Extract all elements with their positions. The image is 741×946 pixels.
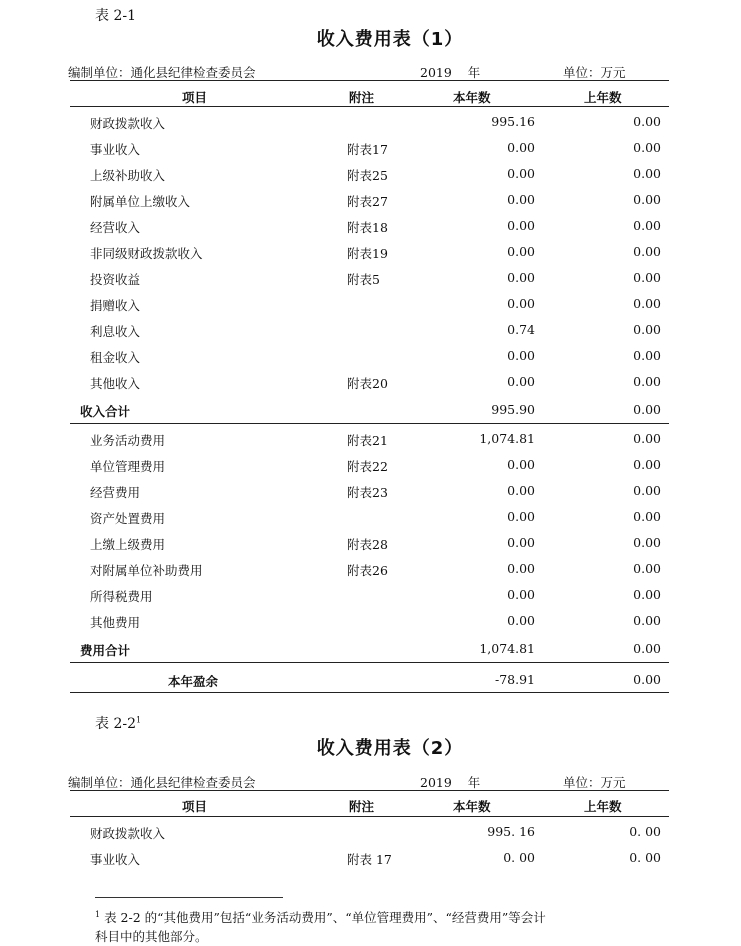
row-item: 资产处置费用: [90, 511, 166, 526]
table-row: [70, 160, 669, 186]
row-previous: 0.00: [633, 166, 661, 181]
table2-year-value: 2019: [420, 775, 452, 790]
footnote: [95, 905, 695, 946]
row-current: 0.00: [507, 140, 535, 155]
footnote-rule: [95, 897, 283, 898]
table1-title: 收入费用表（1）: [316, 29, 464, 50]
row-previous: 0.00: [633, 296, 661, 311]
row-current: 0.00: [507, 457, 535, 472]
row-previous: 0.00: [633, 431, 661, 446]
expense-total-rule: [70, 662, 669, 663]
table2-footnote-ref: 1: [136, 715, 142, 725]
row-item: 单位管理费用: [90, 459, 166, 474]
row-item: 投资收益: [90, 272, 141, 287]
row-item: 经营收入: [90, 220, 141, 235]
row-current: 0.00: [507, 374, 535, 389]
table2-header-item: 项目: [182, 799, 208, 814]
table1-year: [420, 63, 480, 81]
row-note: 附表27: [347, 194, 388, 209]
row-current: 0. 00: [503, 850, 535, 865]
header-previous: 上年数: [584, 90, 622, 105]
income-total-previous: 0.00: [633, 402, 661, 417]
row-previous: 0.00: [633, 192, 661, 207]
table-row: [70, 451, 669, 477]
row-note: 附表26: [347, 563, 388, 578]
row-previous: 0.00: [633, 374, 661, 389]
row-note: 附表5: [347, 272, 380, 287]
row-item: 利息收入: [90, 324, 141, 339]
row-current: 0.00: [507, 218, 535, 233]
header-note: 附注: [349, 90, 375, 105]
table1-bottom-rule: [70, 692, 669, 693]
row-current: 0.00: [507, 613, 535, 628]
table-row: [70, 368, 669, 394]
row-note: 附表19: [347, 246, 388, 261]
row-item: 财政拨款收入: [90, 826, 166, 841]
table1-year-value: 2019: [420, 65, 452, 80]
row-note: 附表17: [347, 142, 388, 157]
row-previous: 0.00: [633, 322, 661, 337]
row-item: 非同级财政拨款收入: [90, 246, 203, 261]
row-item: 所得税费用: [90, 589, 153, 604]
row-previous: 0.00: [633, 535, 661, 550]
table-row: [70, 844, 669, 870]
row-previous: 0.00: [633, 218, 661, 233]
row-current: 0.00: [507, 166, 535, 181]
row-current: 995. 16: [487, 824, 535, 839]
income-total-label: 收入合计: [80, 404, 131, 419]
row-previous: 0. 00: [629, 850, 661, 865]
table-row: [70, 818, 669, 844]
row-previous: 0.00: [633, 244, 661, 259]
row-previous: 0.00: [633, 457, 661, 472]
footnote-line-1: [95, 905, 695, 927]
expense-total-previous: 0.00: [633, 641, 661, 656]
table1-unit-currency: 单位：万元: [563, 65, 626, 80]
table-row: [70, 425, 669, 451]
table2-title: 收入费用表（2）: [316, 738, 464, 759]
row-current: 0.00: [507, 244, 535, 259]
row-current: 0.00: [507, 270, 535, 285]
table2-header-current: 本年数: [453, 799, 491, 814]
table1-year-suffix: 年: [467, 65, 481, 80]
surplus-label: 本年盈余: [168, 674, 219, 689]
row-current: 1,074.81: [479, 431, 535, 446]
table-row: [70, 316, 669, 342]
table2-unit-currency: 单位：万元: [563, 775, 626, 790]
table-row: [70, 477, 669, 503]
table2-header-previous: 上年数: [584, 799, 622, 814]
footnote-mark: 1: [95, 910, 101, 919]
table1-header-row: [70, 82, 669, 108]
table2-label: [95, 713, 141, 733]
expense-total-current: 1,074.81: [479, 641, 535, 656]
row-previous: 0.00: [633, 348, 661, 363]
expense-total-row: [70, 635, 669, 661]
row-current: 0.00: [507, 483, 535, 498]
table-row: [70, 134, 669, 160]
row-previous: 0.00: [633, 587, 661, 602]
row-note: 附表18: [347, 220, 388, 235]
row-note: 附表21: [347, 433, 388, 448]
row-item: 对附属单位补助费用: [90, 563, 203, 578]
row-current: 0.00: [507, 561, 535, 576]
table-row: [70, 581, 669, 607]
table-row: [70, 186, 669, 212]
table-row: [70, 503, 669, 529]
table2-year-suffix: 年: [467, 775, 481, 790]
row-item: 事业收入: [90, 852, 141, 867]
table-row: [70, 108, 669, 134]
table2-header-row: [70, 791, 669, 817]
table-row: [70, 607, 669, 633]
row-current: 0.00: [507, 296, 535, 311]
row-previous: 0.00: [633, 509, 661, 524]
row-current: 0.00: [507, 535, 535, 550]
row-item: 租金收入: [90, 350, 141, 365]
footnote-text-1: 表 2-2 的“其他费用”包括“业务活动费用”、“单位管理费用”、“经营费用”等会计: [104, 910, 546, 926]
row-previous: 0.00: [633, 561, 661, 576]
row-note: 附表22: [347, 459, 388, 474]
table1-unit-org: 编制单位：通化县纪律检查委员会: [68, 65, 256, 80]
row-item: 上级补助收入: [90, 168, 166, 183]
row-item: 附属单位上缴收入: [90, 194, 191, 209]
row-current: 0.00: [507, 509, 535, 524]
table-row: [70, 264, 669, 290]
table2-year: [420, 773, 480, 791]
surplus-current: -78.91: [494, 672, 535, 687]
footnote-line-2: 科目中的其他部分。: [95, 929, 208, 945]
row-item: 上缴上级费用: [90, 537, 166, 552]
row-item: 经营费用: [90, 485, 141, 500]
table2-label-text: 表 2-2: [95, 716, 136, 732]
income-total-current: 995.90: [491, 402, 535, 417]
header-current: 本年数: [453, 90, 491, 105]
row-note: 附表 17: [347, 852, 392, 867]
row-current: 0.00: [507, 192, 535, 207]
row-current: 0.00: [507, 587, 535, 602]
row-previous: 0.00: [633, 270, 661, 285]
surplus-previous: 0.00: [633, 672, 661, 687]
table-row: [70, 342, 669, 368]
table2-header-rule: [70, 816, 669, 817]
row-previous: 0.00: [633, 114, 661, 129]
row-previous: 0.00: [633, 613, 661, 628]
row-previous: 0.00: [633, 483, 661, 498]
income-total-rule: [70, 423, 669, 424]
row-item: 其他费用: [90, 615, 141, 630]
row-previous: 0. 00: [629, 824, 661, 839]
table1-top-rule: [70, 80, 669, 81]
row-note: 附表28: [347, 537, 388, 552]
header-item: 项目: [182, 90, 208, 105]
table-row: [70, 290, 669, 316]
row-note: 附表23: [347, 485, 388, 500]
table-row: [70, 529, 669, 555]
row-current: 995.16: [491, 114, 535, 129]
row-note: 附表25: [347, 168, 388, 183]
row-item: 其他收入: [90, 376, 141, 391]
table-row: [70, 212, 669, 238]
row-item: 财政拨款收入: [90, 116, 166, 131]
row-note: 附表20: [347, 376, 388, 391]
row-item: 事业收入: [90, 142, 141, 157]
surplus-row: [70, 666, 669, 692]
row-item: 业务活动费用: [90, 433, 166, 448]
row-current: 0.00: [507, 348, 535, 363]
expense-total-label: 费用合计: [80, 643, 131, 658]
table-row: [70, 238, 669, 264]
row-current: 0.74: [507, 322, 535, 337]
table1-header-rule: [70, 106, 669, 107]
row-item: 捐赠收入: [90, 298, 141, 313]
table2-unit-org: 编制单位：通化县纪律检查委员会: [68, 775, 256, 790]
row-previous: 0.00: [633, 140, 661, 155]
table2-header-note: 附注: [349, 799, 375, 814]
income-total-row: [70, 396, 669, 422]
table1-label: 表 2-1: [95, 8, 136, 24]
table-row: [70, 555, 669, 581]
